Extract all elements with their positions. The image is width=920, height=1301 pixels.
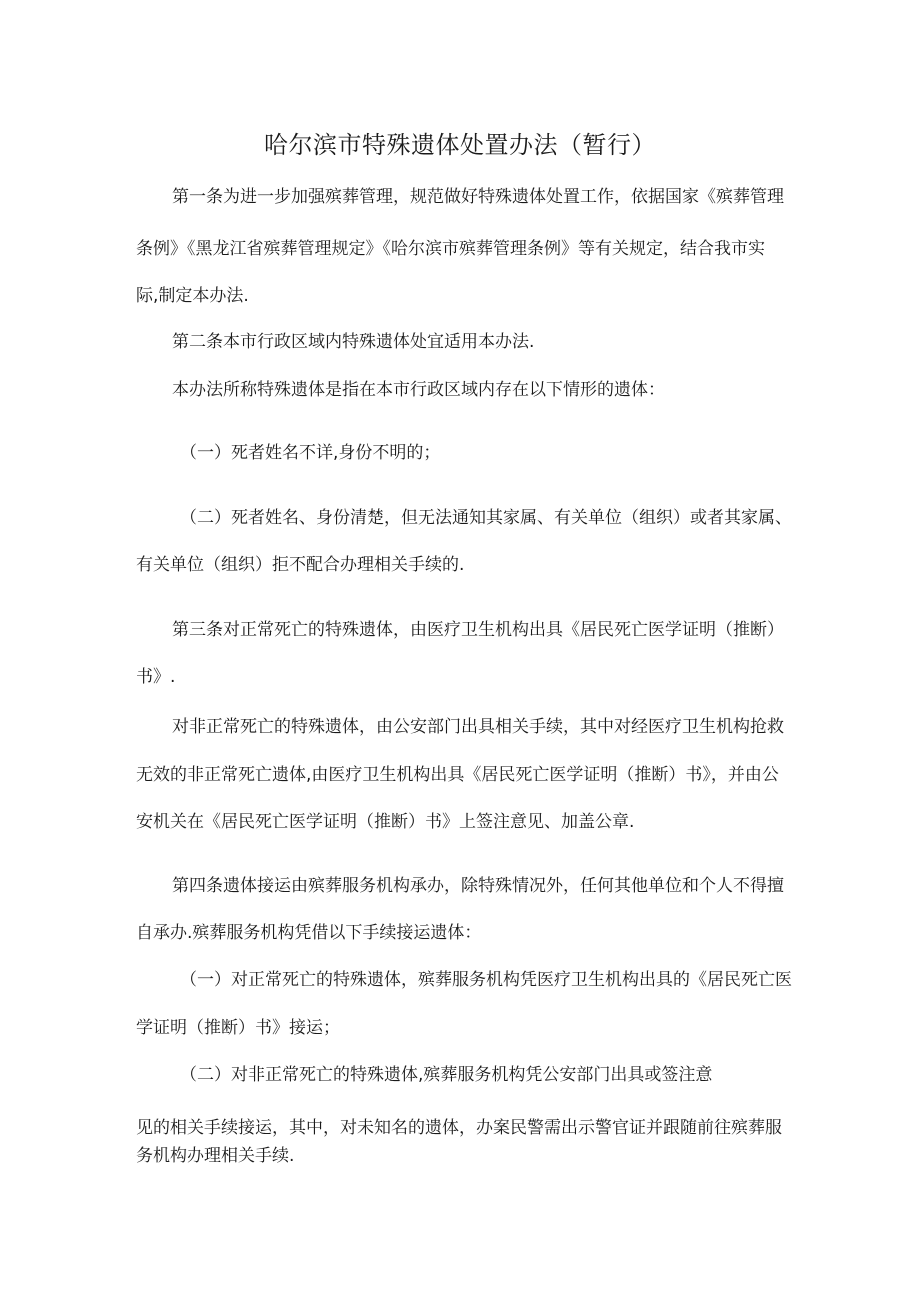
- article-4-item-2-line-3: 务机构办理相关手续.: [136, 1146, 295, 1166]
- article-1-line-3: 际,制定本办法.: [136, 286, 249, 306]
- article-2-definition: 本办法所称特殊遗体是指在本市行政区域内存在以下情形的遗体：: [172, 380, 665, 400]
- document-title: 哈尔滨市特殊遗体处置办法（暂行）: [264, 131, 656, 159]
- article-2-item-1: （一）死者姓名不详,身份不明的；: [180, 443, 441, 463]
- article-4-item-1-line-1: （一）对正常死亡的特殊遗体，殡葬服务机构凭医疗卫生机构出具的《居民死亡医: [180, 970, 792, 990]
- article-1-line-2: 条例》《黑龙江省殡葬管理规定》《哈尔滨市殡葬管理条例》等有关规定，结合我市实: [136, 239, 765, 259]
- article-2-item-2-line-2: 有关单位（组织）拒不配合办理相关手续的.: [136, 555, 465, 575]
- article-4-item-2-line-2: 见的相关手续接运，其中，对未知名的遗体，办案民警需出示警官证并跟随前往殡葬服: [136, 1118, 782, 1138]
- article-4-item-2-line-1: （二）对非正常死亡的特殊遗体,殡葬服务机构凭公安部门出具或签注意: [180, 1065, 713, 1085]
- article-2-line-1: 第二条本市行政区域内特殊遗体处宜适用本办法.: [172, 332, 535, 352]
- article-3-line-2: 书》.: [136, 667, 176, 687]
- article-3-line-1: 第三条对正常死亡的特殊遗体，由医疗卫生机构出具《居民死亡医学证明（推断）: [172, 620, 784, 640]
- article-4-item-1-line-2: 学证明（推断）书》接运；: [136, 1018, 340, 1038]
- article-3-para-2-line-2: 无效的非正常死亡遗体,由医疗卫生机构出具《居民死亡医学证明（推断）书》，并由公: [136, 765, 779, 785]
- article-1-line-1: 第一条为进一步加强殡葬管理，规范做好特殊遗体处置工作，依据国家《殡葬管理: [172, 187, 784, 207]
- article-4-line-1: 第四条遗体接运由殡葬服务机构承办，除特殊情况外，任何其他单位和个人不得擅: [172, 876, 784, 896]
- article-2-item-2-line-1: （二）死者姓名、身份清楚，但无法通知其家属、有关单位（组织）或者其家属、: [180, 508, 792, 528]
- article-3-para-2-line-3: 安机关在《居民死亡医学证明（推断）书》上签注意见、加盖公章.: [136, 812, 635, 832]
- article-3-para-2-line-1: 对非正常死亡的特殊遗体，由公安部门出具相关手续，其中对经医疗卫生机构抢救: [172, 717, 784, 737]
- article-4-line-2: 自承办.殡葬服务机构凭借以下手续接运遗体：: [136, 923, 482, 943]
